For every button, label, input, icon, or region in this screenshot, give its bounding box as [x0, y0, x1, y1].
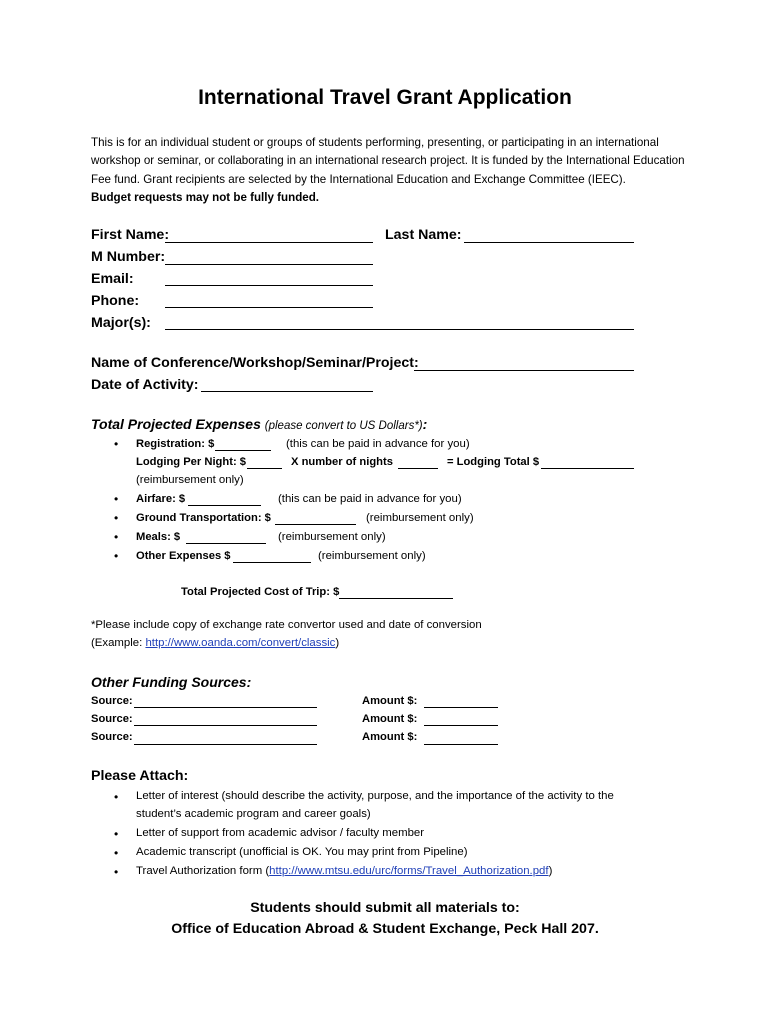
activity-date-field[interactable] — [201, 391, 373, 392]
email-field[interactable] — [165, 285, 373, 286]
exchange-example — [91, 637, 339, 649]
attach-item-letter-of-support: Letter of support from academic advisor / faculty member — [136, 827, 425, 839]
event-name-label: Name of Conference/Workshop/Seminar/Project: — [91, 355, 419, 371]
submit-line-2: Office of Education Abroad & Student Exchange, Peck Hall 207. — [171, 921, 599, 937]
other-expenses-label: Other Expenses $ — [136, 550, 231, 562]
amount-label: Amount $: — [362, 731, 418, 743]
nights-field[interactable] — [398, 468, 438, 469]
bullet-icon: • — [114, 827, 119, 841]
attach-item-letter-of-interest-cont: student’s academic program and career goals) — [136, 808, 371, 820]
email-label: Email: — [91, 271, 134, 287]
ground-transport-field[interactable] — [275, 524, 356, 525]
amount-field[interactable] — [424, 744, 498, 745]
bullet-icon: • — [114, 437, 119, 451]
source-field[interactable] — [134, 725, 317, 726]
ground-transport-label: Ground Transportation: $ — [136, 512, 271, 524]
total-cost-label: Total Projected Cost of Trip: $ — [181, 586, 340, 598]
other-expenses-field[interactable] — [233, 562, 311, 563]
source-field[interactable] — [134, 707, 317, 708]
intro-text: This is for an individual student or groups of students performing, presenting, or participating in an international workshop or seminar, or collaborating in an international research project. It is funded by the International Education Fee fund. Grant recipients are selected by the International Education and Exchange Committee (IEEC). — [91, 136, 685, 186]
expenses-heading-text: Total Projected Expenses — [91, 416, 261, 432]
intro-paragraph — [91, 134, 691, 207]
amount-field[interactable] — [424, 725, 498, 726]
majors-label: Major(s): — [91, 315, 151, 331]
intro-budget-note: Budget requests may not be fully funded. — [91, 190, 320, 204]
travel-auth-prefix: Travel Authorization form ( — [136, 865, 270, 877]
bullet-icon: • — [114, 865, 119, 879]
lodging-note: (reimbursement only) — [136, 474, 244, 486]
bullet-icon: • — [114, 790, 119, 804]
last-name-label: Last Name: — [385, 227, 462, 243]
airfare-label: Airfare: $ — [136, 493, 186, 505]
lodging-field[interactable] — [247, 468, 282, 469]
first-name-field[interactable] — [165, 242, 373, 243]
expenses-heading-colon: : — [422, 416, 428, 432]
last-name-field[interactable] — [464, 242, 634, 243]
exchange-example-prefix: (Example: — [91, 637, 146, 649]
attach-heading: Please Attach: — [91, 768, 189, 784]
exchange-example-suffix: ) — [335, 637, 340, 649]
registration-field[interactable] — [215, 450, 271, 451]
lodging-total-label: = Lodging Total $ — [447, 456, 540, 468]
attach-item-transcript: Academic transcript (unofficial is OK. You may print from Pipeline) — [136, 846, 468, 858]
meals-label: Meals: $ — [136, 531, 181, 543]
submit-line-1: Students should submit all materials to: — [250, 900, 520, 916]
ground-transport-note: (reimbursement only) — [366, 512, 474, 524]
first-name-label: First Name: — [91, 227, 170, 243]
source-label: Source: — [91, 713, 133, 725]
amount-field[interactable] — [424, 707, 498, 708]
source-label: Source: — [91, 695, 133, 707]
lodging-total-field[interactable] — [541, 468, 634, 469]
lodging-label: Lodging Per Night: $ — [136, 456, 247, 468]
travel-authorization-link[interactable]: http://www.mtsu.edu/urc/forms/Travel_Authorization.pdf — [269, 865, 549, 877]
meals-field[interactable] — [186, 543, 266, 544]
total-cost-field[interactable] — [339, 598, 453, 599]
page-title: International Travel Grant Application — [198, 86, 572, 109]
majors-field[interactable] — [165, 329, 634, 330]
travel-auth-suffix: ) — [548, 865, 553, 877]
event-name-field[interactable] — [414, 370, 634, 371]
funding-heading: Other Funding Sources: — [91, 674, 252, 690]
amount-label: Amount $: — [362, 695, 418, 707]
airfare-note: (this can be paid in advance for you) — [278, 493, 462, 505]
source-field[interactable] — [134, 744, 317, 745]
m-number-field[interactable] — [165, 264, 373, 265]
bullet-icon: • — [114, 492, 119, 506]
oanda-link[interactable]: http://www.oanda.com/convert/classic — [145, 637, 336, 649]
registration-note: (this can be paid in advance for you) — [286, 438, 470, 450]
expenses-heading-note: (please convert to US Dollars*) — [264, 420, 423, 432]
bullet-icon: • — [114, 511, 119, 525]
registration-label: Registration: $ — [136, 438, 215, 450]
m-number-label: M Number: — [91, 249, 166, 265]
expenses-heading — [91, 416, 427, 432]
activity-date-label: Date of Activity: — [91, 377, 199, 393]
meals-note: (reimbursement only) — [278, 531, 386, 543]
phone-label: Phone: — [91, 293, 140, 309]
source-label: Source: — [91, 731, 133, 743]
phone-field[interactable] — [165, 307, 373, 308]
attach-item-travel-authorization — [136, 865, 552, 877]
airfare-field[interactable] — [188, 505, 261, 506]
other-expenses-note: (reimbursement only) — [318, 550, 426, 562]
nights-label: X number of nights — [291, 456, 393, 468]
bullet-icon: • — [114, 846, 119, 860]
bullet-icon: • — [114, 530, 119, 544]
attach-item-letter-of-interest: Letter of interest (should describe the activity, purpose, and the importance of the activity to the — [136, 790, 614, 802]
bullet-icon: • — [114, 549, 119, 563]
amount-label: Amount $: — [362, 713, 418, 725]
exchange-rate-note: *Please include copy of exchange rate convertor used and date of conversion — [91, 619, 482, 631]
